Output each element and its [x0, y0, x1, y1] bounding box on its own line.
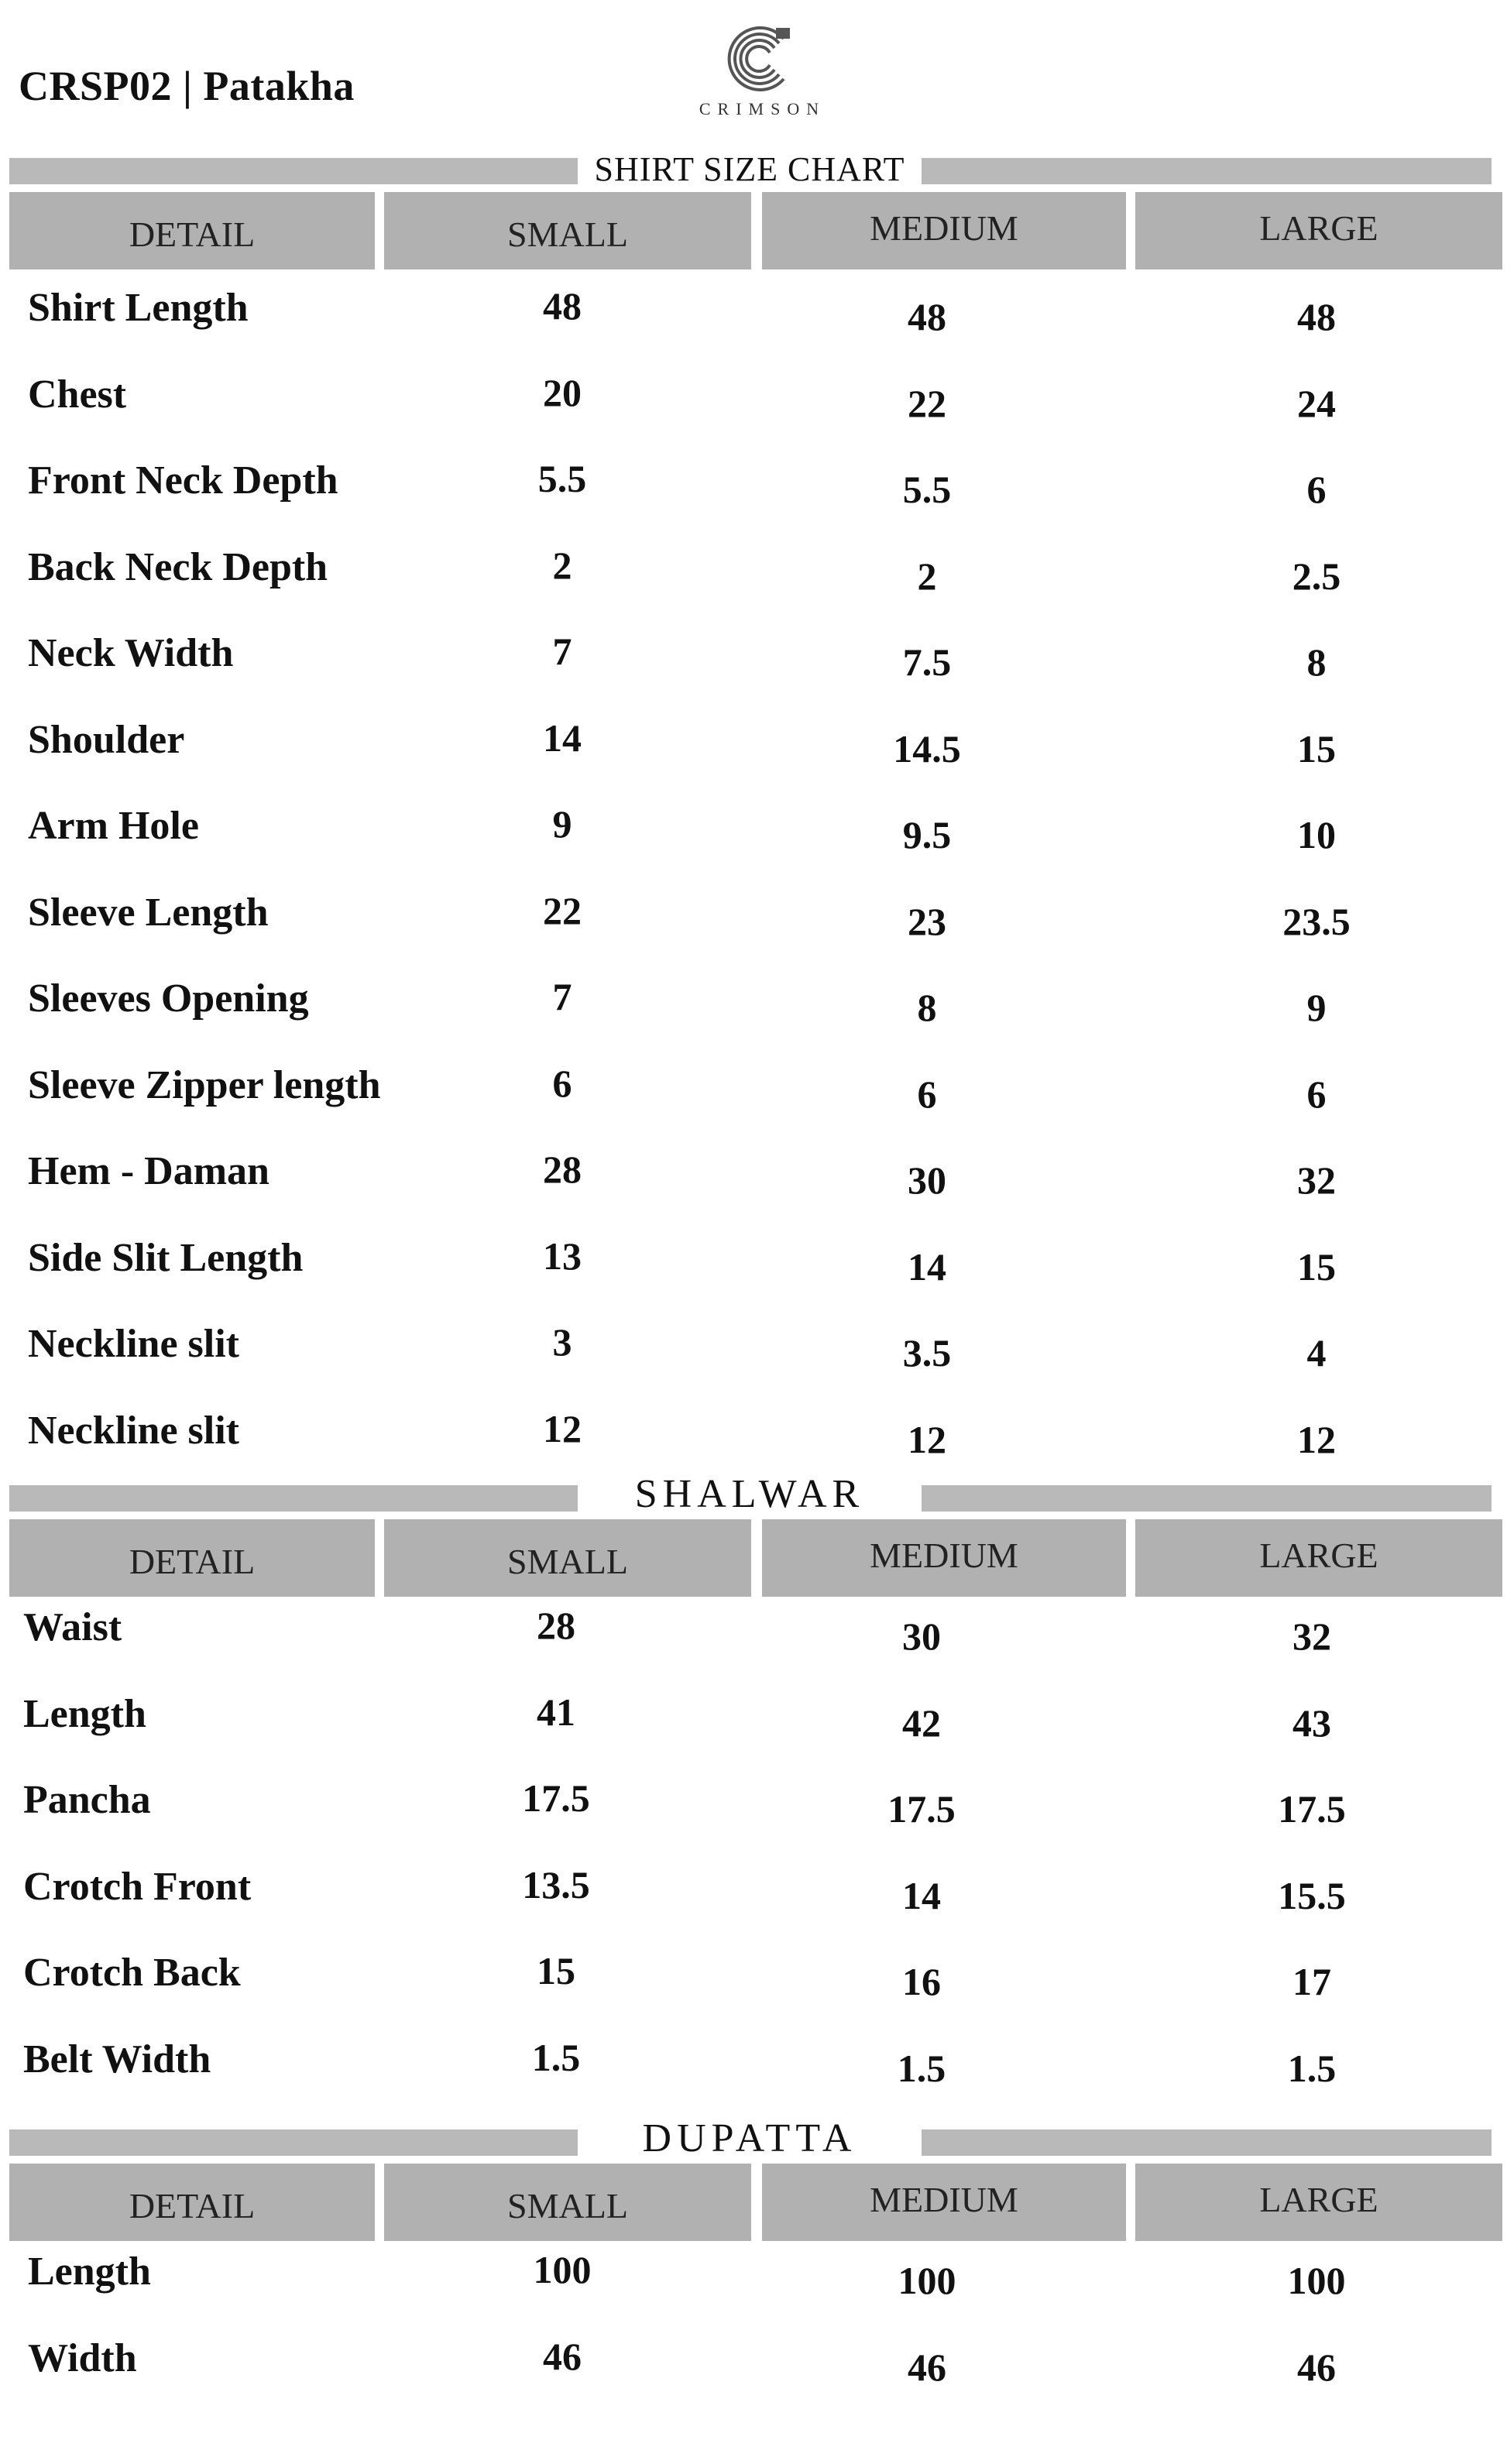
value-small: 7 — [552, 630, 572, 673]
value-small: 13.5 — [522, 1862, 590, 1906]
crimson-logo-icon — [722, 22, 796, 96]
value-medium: 14 — [902, 1873, 941, 1917]
table-body — [0, 2232, 1507, 2404]
value-medium: 22 — [908, 381, 946, 425]
value-medium: 100 — [898, 2259, 956, 2302]
table-row — [0, 700, 1507, 787]
column-header-medium: MEDIUM — [762, 192, 1126, 269]
section-title: DUPATTA — [642, 2116, 857, 2160]
divider-bar — [922, 1485, 1492, 1512]
product-code: CRSP02 | Patakha — [19, 63, 355, 109]
divider-bar — [9, 2129, 578, 2156]
value-medium: 14 — [908, 1244, 946, 1289]
row-label: Neck Width — [28, 631, 234, 675]
table-row — [0, 1218, 1507, 1305]
column-header-medium: MEDIUM — [762, 1519, 1126, 1597]
section-heading — [0, 142, 1507, 189]
row-label: Hem - Daman — [28, 1149, 269, 1193]
value-small: 41 — [537, 1690, 575, 1734]
value-large: 8 — [1306, 640, 1327, 684]
row-label: Width — [28, 2335, 137, 2380]
value-medium: 9.5 — [902, 813, 952, 856]
value-small: 15 — [537, 1949, 575, 1992]
value-large: 17.5 — [1278, 1787, 1346, 1831]
table-row — [0, 2318, 1507, 2405]
column-header-small: SMALL — [384, 2164, 751, 2241]
table-row — [0, 1045, 1507, 1132]
value-large: 32 — [1292, 1615, 1331, 1658]
row-label: Crotch Back — [23, 1951, 241, 1995]
value-small: 7 — [552, 975, 572, 1018]
value-small: 1.5 — [531, 2035, 581, 2079]
column-header-detail: DETAIL — [9, 2164, 375, 2241]
row-label: Sleeves Opening — [28, 976, 309, 1021]
column-header-large: LARGE — [1135, 192, 1502, 269]
value-large: 12 — [1297, 1417, 1336, 1461]
row-label: Chest — [28, 372, 127, 417]
value-medium: 30 — [908, 1158, 946, 1202]
value-medium: 48 — [908, 295, 946, 338]
brand-logo — [681, 22, 836, 119]
value-large: 2.5 — [1292, 554, 1341, 598]
table-header — [0, 192, 1507, 273]
value-medium: 42 — [902, 1700, 941, 1745]
value-small: 100 — [533, 2248, 592, 2291]
value-medium: 23 — [908, 899, 946, 943]
table-row — [0, 1587, 1507, 1674]
value-small: 20 — [543, 370, 582, 414]
section-title: SHIRT SIZE CHART — [594, 150, 905, 188]
shalwar-size-chart — [0, 1470, 1507, 2105]
divider-bar — [9, 1485, 578, 1512]
value-medium: 14.5 — [893, 726, 961, 770]
value-medium: 5.5 — [902, 468, 952, 511]
value-medium: 7.5 — [902, 640, 952, 684]
column-header-small: SMALL — [384, 192, 751, 269]
value-large: 4 — [1306, 1331, 1327, 1374]
value-large: 15 — [1297, 1244, 1336, 1289]
row-label: Shirt Length — [28, 286, 249, 330]
value-small: 12 — [543, 1406, 582, 1450]
row-label: Length — [23, 1691, 146, 1736]
section-title: SHALWAR — [634, 1472, 865, 1516]
value-small: 2 — [552, 543, 572, 587]
value-large: 9 — [1306, 986, 1327, 1029]
value-large: 23.5 — [1282, 899, 1351, 943]
row-label: Waist — [23, 1605, 122, 1649]
row-label: Back Neck Depth — [28, 544, 328, 589]
table-row — [0, 959, 1507, 1045]
value-small: 17.5 — [522, 1776, 590, 1820]
value-medium: 8 — [917, 986, 937, 1029]
section-heading — [0, 1470, 1507, 1516]
divider-bar — [922, 158, 1492, 184]
value-small: 14 — [543, 716, 582, 760]
table-row — [0, 441, 1507, 527]
column-header-detail: DETAIL — [9, 1519, 375, 1597]
dupatta-size-chart — [0, 2114, 1507, 2404]
row-label: Pancha — [23, 1778, 151, 1822]
row-label: Neckline slit — [28, 1408, 239, 1453]
row-label: Front Neck Depth — [28, 458, 338, 503]
row-label: Sleeve Zipper length — [28, 1062, 381, 1107]
column-header-detail: DETAIL — [9, 192, 375, 269]
table-row — [0, 355, 1507, 441]
table-row — [0, 268, 1507, 355]
value-small: 22 — [543, 888, 582, 932]
value-small: 28 — [543, 1148, 582, 1191]
row-label: Side Slit Length — [28, 1235, 304, 1280]
column-header-small: SMALL — [384, 1519, 751, 1597]
value-large: 17 — [1292, 1960, 1331, 2003]
value-medium: 17.5 — [887, 1787, 956, 1831]
value-large: 15 — [1297, 726, 1336, 770]
table-row — [0, 786, 1507, 873]
table-row — [0, 613, 1507, 700]
value-large: 43 — [1292, 1700, 1331, 1745]
value-small: 13 — [543, 1234, 582, 1278]
value-small: 46 — [543, 2334, 582, 2378]
row-label: Shoulder — [28, 717, 185, 762]
value-small: 5.5 — [537, 457, 587, 500]
value-large: 24 — [1297, 381, 1336, 425]
table-row — [0, 1933, 1507, 2020]
logo-wordmark: CRIMSON — [699, 99, 826, 118]
table-row — [0, 527, 1507, 614]
divider-bar — [9, 158, 578, 184]
section-heading — [0, 2114, 1507, 2160]
table-row — [0, 1304, 1507, 1391]
value-medium: 1.5 — [897, 2046, 946, 2090]
value-medium: 2 — [917, 554, 937, 598]
column-header-large: LARGE — [1135, 1519, 1502, 1597]
row-label: Arm Hole — [28, 804, 199, 848]
value-medium: 46 — [908, 2345, 946, 2389]
value-medium: 3.5 — [902, 1331, 952, 1374]
table-row — [0, 1760, 1507, 1847]
value-large: 10 — [1297, 813, 1336, 856]
row-label: Belt Width — [23, 2037, 211, 2081]
value-small: 28 — [537, 1604, 575, 1647]
value-small: 9 — [552, 802, 572, 846]
table-body — [0, 268, 1507, 1477]
divider-bar — [922, 2129, 1492, 2156]
table-row — [0, 2232, 1507, 2318]
table-row — [0, 1847, 1507, 1934]
value-small: 48 — [543, 284, 582, 328]
table-body — [0, 1587, 1507, 2105]
table-row — [0, 1674, 1507, 1761]
value-small: 6 — [552, 1061, 572, 1105]
value-small: 3 — [552, 1320, 572, 1364]
value-medium: 6 — [917, 1072, 937, 1116]
value-medium: 12 — [908, 1417, 946, 1461]
value-large: 1.5 — [1287, 2046, 1337, 2090]
table-row — [0, 1391, 1507, 1477]
value-large: 48 — [1297, 295, 1336, 338]
table-row — [0, 1131, 1507, 1218]
value-large: 46 — [1297, 2345, 1336, 2389]
row-label: Neckline slit — [28, 1322, 239, 1366]
table-row — [0, 2020, 1507, 2106]
value-large: 6 — [1306, 468, 1327, 511]
value-large: 6 — [1306, 1072, 1327, 1116]
value-medium: 16 — [902, 1960, 941, 2003]
row-label: Length — [28, 2250, 151, 2294]
shirt-size-chart — [0, 142, 1507, 1477]
value-medium: 30 — [902, 1615, 941, 1658]
value-large: 32 — [1297, 1158, 1336, 1202]
column-header-medium: MEDIUM — [762, 2164, 1126, 2241]
row-label: Sleeve Length — [28, 890, 269, 935]
column-header-large: LARGE — [1135, 2164, 1502, 2241]
row-label: Crotch Front — [23, 1864, 252, 1909]
table-row — [0, 873, 1507, 959]
value-large: 100 — [1287, 2259, 1346, 2302]
value-large: 15.5 — [1278, 1873, 1346, 1917]
